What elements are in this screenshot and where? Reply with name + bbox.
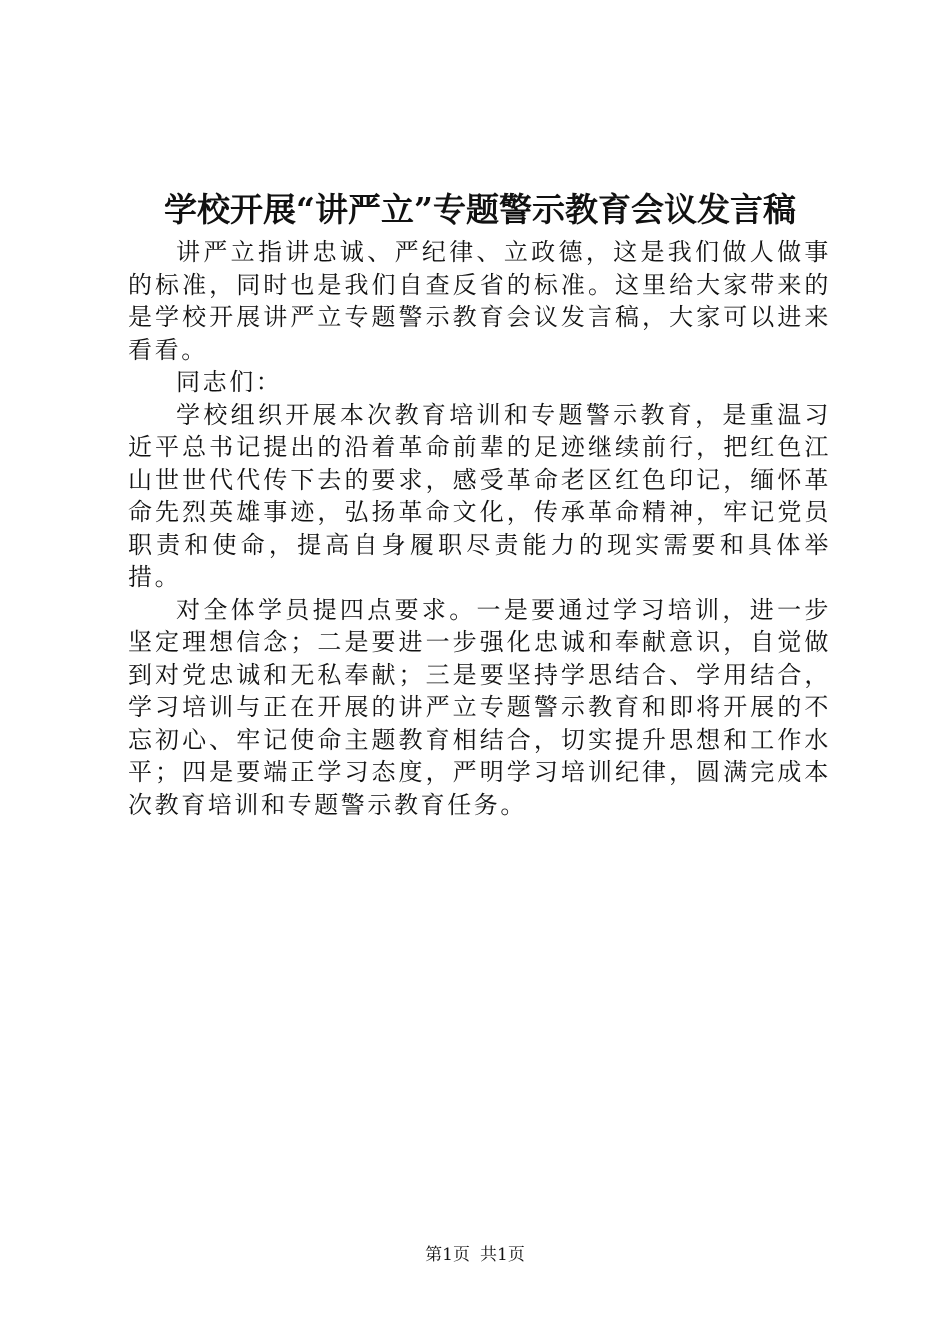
requirements-paragraph: 对全体学员提四点要求。一是要通过学习培训，进一步坚定理想信念；二是要进一步强化忠诚和奉献意识，自觉做到对党忠诚和无私奉献；三是要坚持学思结合、学用结合，学习培训与正在开展的讲严立专题警示教育和即将开展的不忘初心、牢记使命主题教育相结合，切实提升思想和工作水平；四是要端正学习态度，严明学习培训纪律，圆满完成本次教育培训和专题警示教育任务。 bbox=[128, 595, 831, 819]
salutation-paragraph: 同志们： bbox=[176, 368, 283, 396]
page-footer bbox=[0, 1243, 950, 1267]
document-title: 学校开展“讲严立”专题警示教育会议发言稿 bbox=[164, 190, 796, 229]
document-body bbox=[128, 236, 831, 821]
intro-paragraph: 讲严立指讲忠诚、严纪律、立政德，这是我们做人做事的标准，同时也是我们自查反省的标准。这里给大家带来的是学校开展讲严立专题警示教育会议发言稿，大家可以进来看看。 bbox=[128, 238, 831, 364]
body-paragraph: 学校组织开展本次教育培训和专题警示教育，是重温习近平总书记提出的沿着革命前辈的足迹继续前行，把红色江山世世代代传下去的要求，感受革命老区红色印记，缅怀革命先烈英雄事迹，弘扬革命文化，传承革命精神，牢记党员职责和使命，提高自身履职尽责能力的现实需要和具体举措。 bbox=[128, 400, 831, 591]
page-number-total: 共1页 bbox=[480, 1245, 525, 1265]
page-number-current: 第1页 bbox=[425, 1245, 470, 1265]
